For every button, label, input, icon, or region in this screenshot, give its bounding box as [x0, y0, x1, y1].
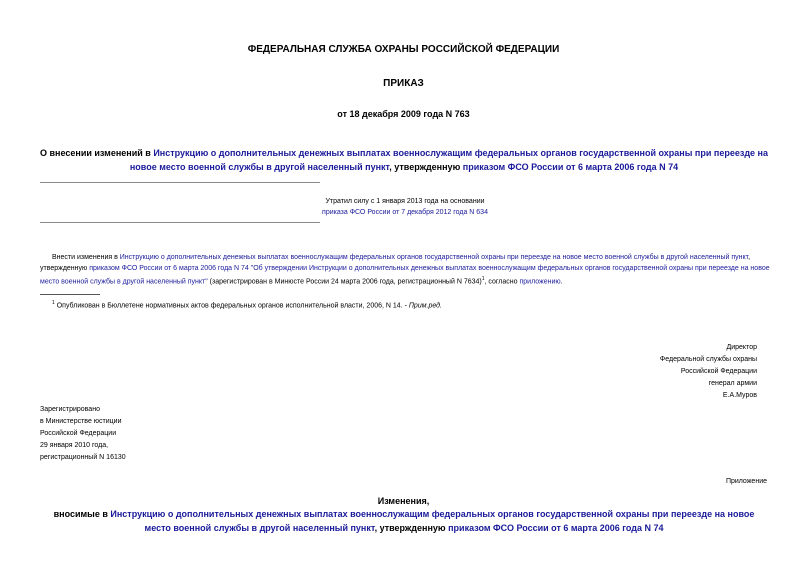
- body-registration: (зарегистрирован в Минюсте России 24 марта 2006 года, регистрационный N 7634): [209, 278, 482, 286]
- body-mid: , утвержденную: [40, 254, 751, 272]
- registration-line: 29 января 2010 года,: [40, 442, 109, 449]
- divider-top: [40, 182, 320, 183]
- footnote-note: Прим.ред.: [408, 302, 442, 310]
- body-link-order[interactable]: приказом ФСО России от 6 марта 2006 года N 74 "Об утверждении Инструкции о дополнительных денежных выплатах военнослужащим федеральных органов государственной охраны при переезде на новое место военной службы в другой населенный пункт": [40, 265, 770, 286]
- divider-bottom: [40, 222, 320, 223]
- signature-line: Директор: [726, 344, 757, 351]
- status-note-text: Утратил силу с 1 января 2013 года на основании: [325, 198, 485, 205]
- status-note-link[interactable]: приказа ФСО России от 7 декабря 2012 года N 634: [322, 209, 488, 216]
- footnote: [52, 298, 752, 311]
- footnote-number: 1: [52, 300, 55, 306]
- title-prefix: О внесении изменений в: [40, 148, 151, 158]
- registration-line: Российской Федерации: [40, 430, 117, 437]
- body-dot: .: [560, 278, 563, 286]
- signature-block: [660, 342, 757, 402]
- body-link-appendix[interactable]: приложению: [519, 278, 561, 286]
- appendix-link-order[interactable]: приказом ФСО России от 6 марта 2006 года N 74: [448, 523, 664, 533]
- body-link-instruction[interactable]: Инструкцию о дополнительных денежных выплатах военнослужащим федеральных органов государственной охраны при переезде на новое место военной службы в другой населенный пункт: [119, 254, 749, 261]
- footnote-text: Опубликован в Бюллетене нормативных актов федеральных органов исполнительной власти, 2006, N 14. -: [56, 302, 407, 310]
- agency-name: ФЕДЕРАЛЬНАЯ СЛУЖБА ОХРАНЫ РОССИЙСКОЙ ФЕДЕРАЦИИ: [247, 44, 560, 55]
- appendix-heading: Изменения,: [377, 496, 430, 506]
- registration-line: в Министерстве юстиции: [40, 418, 122, 425]
- appendix-middle: , утвержденную: [374, 523, 446, 533]
- appendix-title: [40, 507, 768, 535]
- body-start: Внести изменения в: [52, 254, 118, 261]
- registration-block: [40, 404, 126, 464]
- signature-line: Российской Федерации: [680, 368, 757, 375]
- footnote-divider: [40, 294, 100, 295]
- document-date-number: от 18 декабря 2009 года N 763: [337, 109, 470, 119]
- body-end: , согласно: [484, 278, 518, 286]
- appendix-prefix: вносимые в: [53, 509, 108, 519]
- signature-line: генерал армии: [708, 380, 757, 387]
- title-link-order[interactable]: приказом ФСО России от 6 марта 2006 года N 74: [462, 162, 679, 172]
- document-type: ПРИКАЗ: [383, 78, 424, 89]
- footnote-marker: 1: [481, 276, 485, 282]
- body-paragraph: [40, 252, 770, 287]
- registration-line: регистрационный N 16130: [40, 454, 126, 461]
- document-title: [40, 146, 768, 174]
- appendix-link-instruction[interactable]: Инструкцию о дополнительных денежных выплатах военнослужащим федеральных органов государственной охраны при переезде на новое место военной службы в другой населенный пункт: [110, 509, 755, 533]
- registration-line: Зарегистрировано: [40, 406, 100, 413]
- title-link-instruction[interactable]: Инструкцию о дополнительных денежных выплатах военнослужащим федеральных органов государственной охраны при переезде на новое место военной службы в другой населенный пункт: [129, 148, 768, 172]
- status-note: [240, 196, 570, 218]
- title-middle: , утвержденную: [389, 162, 461, 172]
- signature-line: Е.А.Муров: [722, 392, 757, 399]
- appendix-label: Приложение: [725, 478, 767, 485]
- signature-line: Федеральной службы охраны: [659, 356, 757, 363]
